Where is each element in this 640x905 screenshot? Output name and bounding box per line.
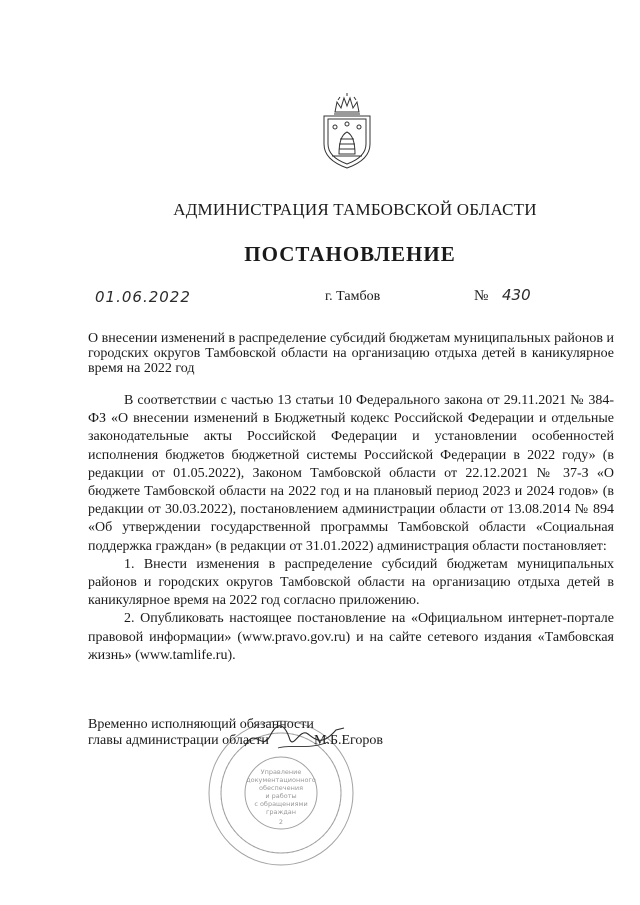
list-item xyxy=(88,610,614,665)
stamp-number: 2 xyxy=(278,818,284,826)
document-subject: О внесении изменений в распределение субсидий бюджетам муниципальных районов и городских округов Тамбовской области на организацию отдыха детей в каникулярное время на 2022 год xyxy=(88,331,614,376)
document-body xyxy=(88,392,614,665)
stamp-text-line: и работы xyxy=(265,792,297,800)
stamp-text-line: документационного xyxy=(246,776,316,784)
item-text: Внести изменения в распределение субсидий бюджетам муниципальных районов и городских округов Тамбовской области на организацию отдыха детей в каникулярное время на 2022 год согласно приложению. xyxy=(88,556,614,609)
stamp-text-line: граждан xyxy=(265,808,297,816)
item-number: 2. xyxy=(124,611,135,627)
stamp-text-line: обеспечения xyxy=(258,784,304,792)
coat-of-arms-emblem xyxy=(318,92,376,170)
number-label: № xyxy=(474,288,489,304)
signatory-name: М.Б.Егоров xyxy=(314,733,384,748)
handwritten-signature xyxy=(240,718,350,758)
document-city: г. Тамбов xyxy=(325,289,381,304)
signatory-position-line: главы администрации области xyxy=(88,733,269,748)
organization-title: АДМИНИСТРАЦИЯ ТАМБОВСКОЙ ОБЛАСТИ xyxy=(173,200,537,219)
document-type-title: ПОСТАНОВЛЕНИЕ xyxy=(244,242,456,266)
document-date: 01.06.2022 xyxy=(95,288,191,306)
list-item xyxy=(88,556,614,611)
signatory-position-line: Временно исполняющий обязанности xyxy=(88,717,314,732)
stamp-text-line: Управление xyxy=(260,768,302,776)
stamp-text-line: с обращениями xyxy=(254,800,308,808)
document-number: 430 xyxy=(502,286,531,304)
item-number: 1. xyxy=(124,556,135,572)
preamble-paragraph: В соответствии с частью 13 статьи 10 Федерального закона от 29.11.2021 № 384-ФЗ «О внесении изменений в Бюджетный кодекс Российской Федерации и отдельные законодательные акты Российской Федерации и установлении особенностей исполнения бюджетов бюджетной системы Российской Федерации в 2022 году» (в редакции от 01.05.2022), Законом Тамбовской области от 22.12.2021 № 37-З «О бюджете Тамбовской области на 2022 год и на плановый период 2023 и 2024 годов» (в редакции от 30.03.2022), постановлением администрации области от 13.08.2014 № 894 «Об утверждении государственной программы Тамбовской области «Социальная поддержка граждан» (в редакции от 31.01.2022) администрация области постановляет: xyxy=(88,393,614,554)
item-text: Опубликовать настоящее постановление на «Официальном интернет-портале правовой информации» (www.pravo.gov.ru) и на сайте сетевого издания «Тамбовская жизнь» (www.tamlife.ru). xyxy=(88,611,614,663)
